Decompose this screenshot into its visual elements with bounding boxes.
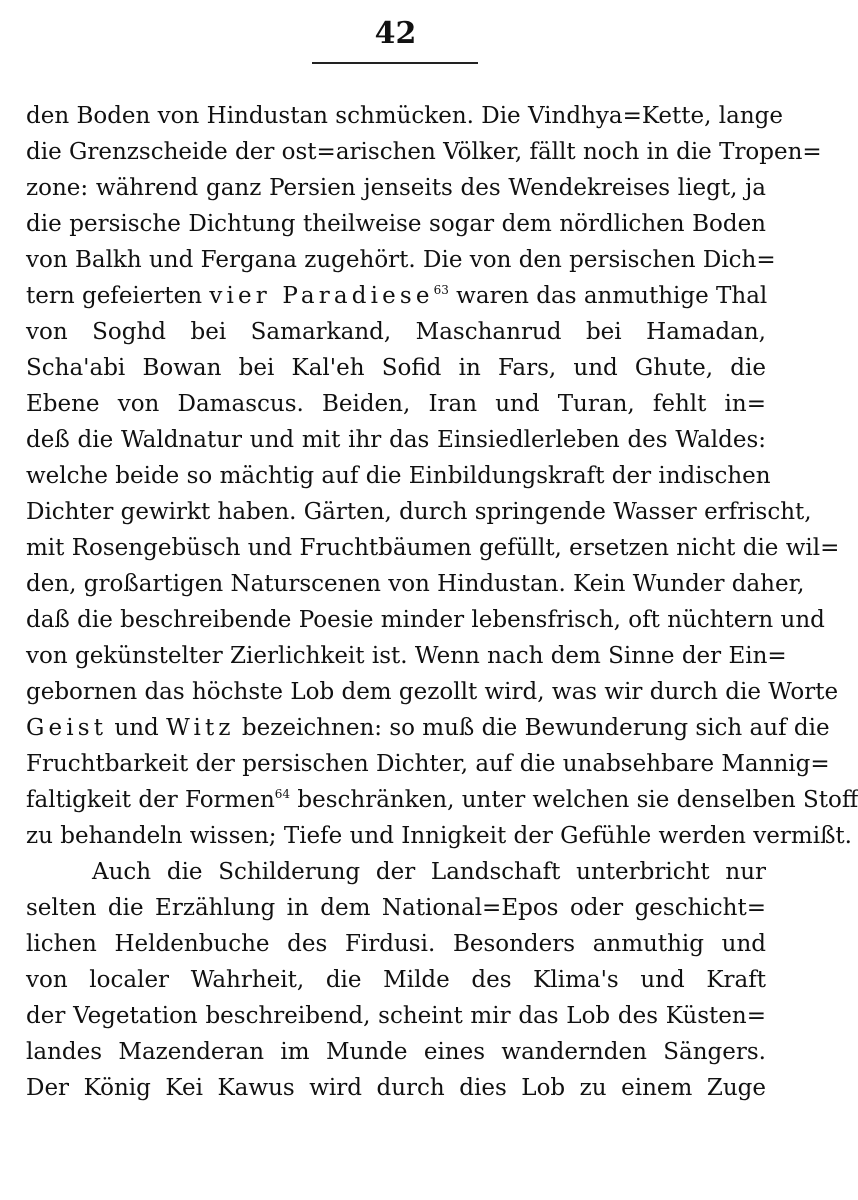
text-line: von localer Wahrheit, die Milde des Klima's und Kraft (26, 967, 766, 993)
text-line (26, 782, 858, 818)
text-line: daß die beschreibende Poesie minder lebensfrisch, oft nüchtern und (26, 607, 825, 633)
text-line (26, 710, 830, 746)
text-line: gebornen das höchste Lob dem gezollt wird, was wir durch die Worte (26, 679, 839, 705)
text-line: von gekünstelter Zierlichkeit ist. Wenn nach dem Sinne der Ein= (26, 643, 787, 669)
text-line: lichen Heldenbuche des Firdusi. Besonders anmuthig und (26, 931, 766, 957)
text-line: von Soghd bei Samarkand, Maschanrud bei Hamadan, (26, 319, 766, 345)
text-line: Der König Kei Kawus wird durch dies Lob zu einem Zuge (26, 1075, 766, 1101)
text-line: welche beide so mächtig auf die Einbildungskraft der indischen (26, 463, 771, 489)
text-line: die Grenzscheide der ost=arischen Völker, fällt noch in die Tropen= (26, 139, 822, 165)
emphasized-term: Geist (26, 715, 108, 741)
text-line: selten die Erzählung in dem National=Epos oder geschicht= (26, 895, 766, 921)
text-line: mit Rosengebüsch und Fruchtbäumen gefüllt, ersetzen nicht die wil= (26, 535, 840, 561)
text-line (26, 278, 766, 314)
text-segment: beschränken, unter welchen sie denselben Stoff (290, 787, 858, 813)
text-line: Auch die Schilderung der Landschaft unterbricht nur (92, 859, 766, 885)
emphasized-term: Witz (166, 715, 235, 741)
text-segment: bezeichnen: so muß die Bewunderung sich auf die (234, 715, 830, 741)
header-rule (312, 62, 478, 64)
text-line: landes Mazenderan im Munde eines wandernden Sängers. (26, 1039, 766, 1065)
text-segment: waren das anmuthige Thal (448, 283, 768, 309)
text-line: Fruchtbarkeit der persischen Dichter, auf die unabsehbare Mannig= (26, 751, 830, 777)
text-line: Scha'abi Bowan bei Kal'eh Sofid in Fars, und Ghute, die (26, 355, 766, 381)
emphasized-term: vier Paradiese (209, 283, 434, 309)
text-segment: und (107, 715, 167, 741)
text-line: von Balkh und Fergana zugehört. Die von den persischen Dich= (26, 247, 776, 273)
footnote-mark: 64 (274, 787, 291, 801)
text-line: deß die Waldnatur und mit ihr das Einsiedlerleben des Waldes: (26, 427, 766, 453)
text-line: zone: während ganz Persien jenseits des Wendekreises liegt, ja (26, 175, 766, 201)
text-line: der Vegetation beschreibend, scheint mir das Lob des Küsten= (26, 1003, 766, 1029)
text-line: zu behandeln wissen; Tiefe und Innigkeit der Gefühle werden vermißt. (26, 823, 852, 849)
text-line: Ebene von Damascus. Beiden, Iran und Turan, fehlt in= (26, 391, 766, 417)
page-number: 42 (374, 16, 417, 51)
text-line: Dichter gewirkt haben. Gärten, durch springende Wasser erfrischt, (26, 499, 812, 525)
footnote-mark: 63 (433, 283, 449, 297)
text-segment: faltigkeit der Formen (26, 787, 275, 813)
text-segment: tern gefeierten (26, 283, 210, 309)
text-line: die persische Dichtung theilweise sogar dem nördlichen Boden (26, 211, 766, 237)
text-line: den, großartigen Naturscenen von Hindustan. Kein Wunder daher, (26, 571, 805, 597)
text-line: den Boden von Hindustan schmücken. Die Vindhya=Kette, lange (26, 103, 783, 129)
